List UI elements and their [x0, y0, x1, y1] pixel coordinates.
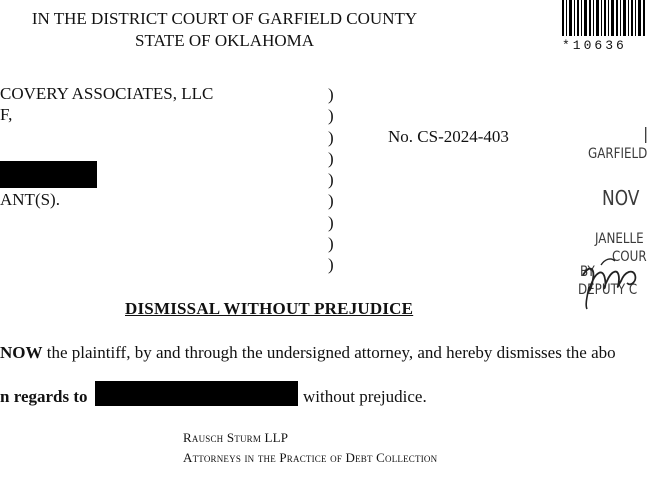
stamp-by: BY	[580, 264, 595, 280]
barcode-number: *10636	[562, 38, 627, 53]
firm-name: Rausch Sturm LLP	[183, 430, 289, 445]
paren: )	[328, 234, 334, 254]
stamp-county: GARFIELD	[588, 146, 648, 162]
redacted-defendant-name-2	[95, 381, 298, 406]
court-state-line: STATE OF OKLAHOMA	[134, 31, 315, 50]
paren: )	[328, 255, 334, 275]
caption-parenthesis-column	[328, 84, 334, 276]
body-line-1-text: the plaintiff, by and through the undersigned attorney, and hereby dismisses the abo	[42, 343, 616, 362]
defendant-label: ANT(S).	[0, 190, 60, 209]
paren: )	[328, 127, 334, 147]
barcode-image	[562, 0, 652, 36]
body-line-1	[0, 343, 616, 363]
stamp-clerk: JANELLE	[595, 231, 644, 247]
paren: )	[328, 85, 334, 104]
plaintiff-label: F,	[0, 105, 13, 124]
paren: )	[328, 170, 334, 190]
body-line-2-text: without prejudice.	[303, 387, 427, 406]
stamp-mark: |	[643, 124, 649, 143]
paren: )	[328, 148, 334, 168]
case-number: No. CS-2024-403	[388, 127, 509, 146]
court-name-line: IN THE DISTRICT COURT OF GARFIELD COUNTY	[31, 9, 418, 28]
stamp-court: COUR	[612, 249, 647, 265]
paren: )	[328, 106, 334, 126]
body-line-1-bold: NOW	[0, 343, 43, 362]
handwritten-signature	[575, 245, 650, 310]
stamp-month: NOV	[602, 186, 640, 210]
firm-tagline: Attorneys in the Practice of Debt Collection	[183, 450, 438, 465]
stamp-deputy: DEPUTY C	[578, 282, 638, 298]
body-line-2-bold: n regards to	[0, 387, 88, 406]
redacted-defendant-name	[0, 161, 97, 188]
document-title: DISMISSAL WITHOUT PREJUDICE	[125, 299, 414, 318]
body-line-2-lead	[0, 387, 88, 407]
paren: )	[328, 191, 334, 211]
plaintiff-name: COVERY ASSOCIATES, LLC	[0, 84, 214, 103]
paren: )	[328, 212, 334, 232]
